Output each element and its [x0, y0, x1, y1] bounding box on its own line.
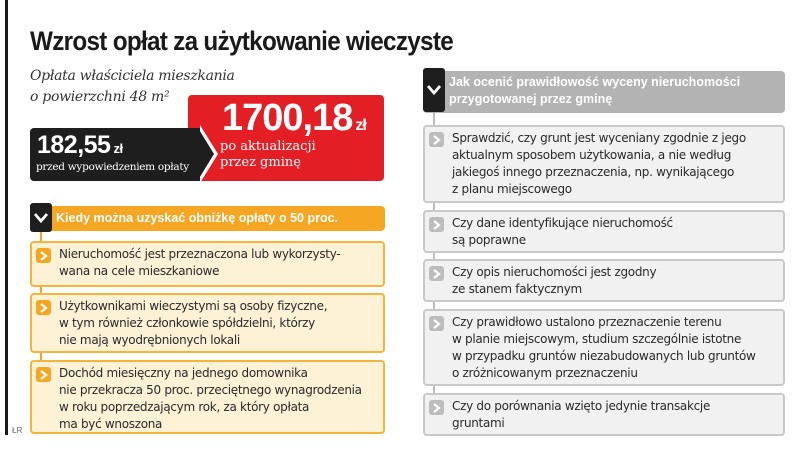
list-item-text: Czy do porównania wzięto jedynie transakcje gruntami — [452, 399, 711, 430]
arrow-right-icon — [198, 128, 214, 180]
fee-before-label: przed wypowiedzeniem opłaty — [36, 161, 189, 173]
left-rule — [5, 0, 8, 435]
list-item-text: Czy dane identyfikujące nieruchomość są poprawne — [452, 216, 673, 247]
left-section-header — [30, 206, 385, 231]
fee-after-label: po aktualizacji przez gminę — [220, 139, 316, 170]
fee-before-box — [30, 128, 200, 181]
list-item — [423, 309, 785, 386]
chevron-right-icon — [429, 132, 444, 147]
chevron-right-icon — [429, 217, 444, 232]
chevron-right-icon — [36, 300, 51, 315]
list-item — [30, 293, 385, 353]
right-section-title: Jak ocenić prawidłowość wyceny nieruchomości przygotowanej przez gminę — [449, 75, 741, 106]
chevron-right-icon — [429, 266, 444, 281]
fee-before-currency: zł — [113, 141, 123, 156]
list-item-text: Czy opis nieruchomości jest zgodny ze stanem faktycznym — [452, 265, 657, 296]
fee-after-amount: 1700,18 — [222, 97, 353, 139]
page-title: Wzrost opłat za użytkowanie wieczyste — [30, 26, 454, 56]
fee-after-currency: zł — [355, 117, 366, 134]
list-item — [423, 259, 785, 302]
fee-before-value — [37, 131, 123, 160]
list-item — [30, 360, 385, 434]
chevron-right-icon — [429, 400, 444, 415]
list-item — [423, 125, 785, 203]
right-section-header — [423, 71, 785, 113]
list-item — [30, 241, 385, 287]
fee-before-amount: 182,55 — [37, 131, 111, 159]
author-credit: ŁR — [12, 426, 23, 435]
left-section-title: Kiedy można uzyskać obniżkę opłaty o 50 proc. — [56, 211, 339, 225]
chevron-right-icon — [36, 248, 51, 263]
chevron-right-icon — [36, 367, 51, 382]
chevron-right-icon — [429, 316, 444, 331]
list-item — [423, 210, 785, 253]
chevron-down-icon — [30, 203, 52, 232]
list-item — [423, 393, 785, 436]
list-item-text: Czy prawidłowo ustalono przeznaczenie terenu w planie miejscowym, studium szczególnie istotne w przypadku gruntów niezabudowanych lub gruntów o zróżnicowanym przeznaczeniu — [452, 315, 756, 380]
chevron-down-icon — [423, 68, 445, 112]
subtitle: Opłata właściciela mieszkania o powierzchni 48 m² — [30, 68, 235, 105]
list-item-text: Nieruchomość jest przeznaczona lub wykorzysty- wana na cele mieszkaniowe — [59, 247, 341, 278]
list-item-text: Dochód miesięczny na jednego domownika nie przekracza 50 proc. przeciętnego wynagrodzenia w roku poprzedzającym rok, za który opłata ma być wnoszona — [59, 366, 362, 431]
list-item-text: Użytkownikami wieczystymi są osoby fizyczne, w tym również członkowie spółdzielni, którzy nie mają wyodrębnionych lokali — [59, 299, 328, 347]
fee-after-value — [222, 97, 366, 140]
list-item-text: Sprawdzić, czy grunt jest wyceniany zgodnie z jego aktualnym sposobem użytkowania, a nie według jakiegoś innego przeznaczenia, np. wynikającego z planu miejscowego — [452, 131, 746, 196]
